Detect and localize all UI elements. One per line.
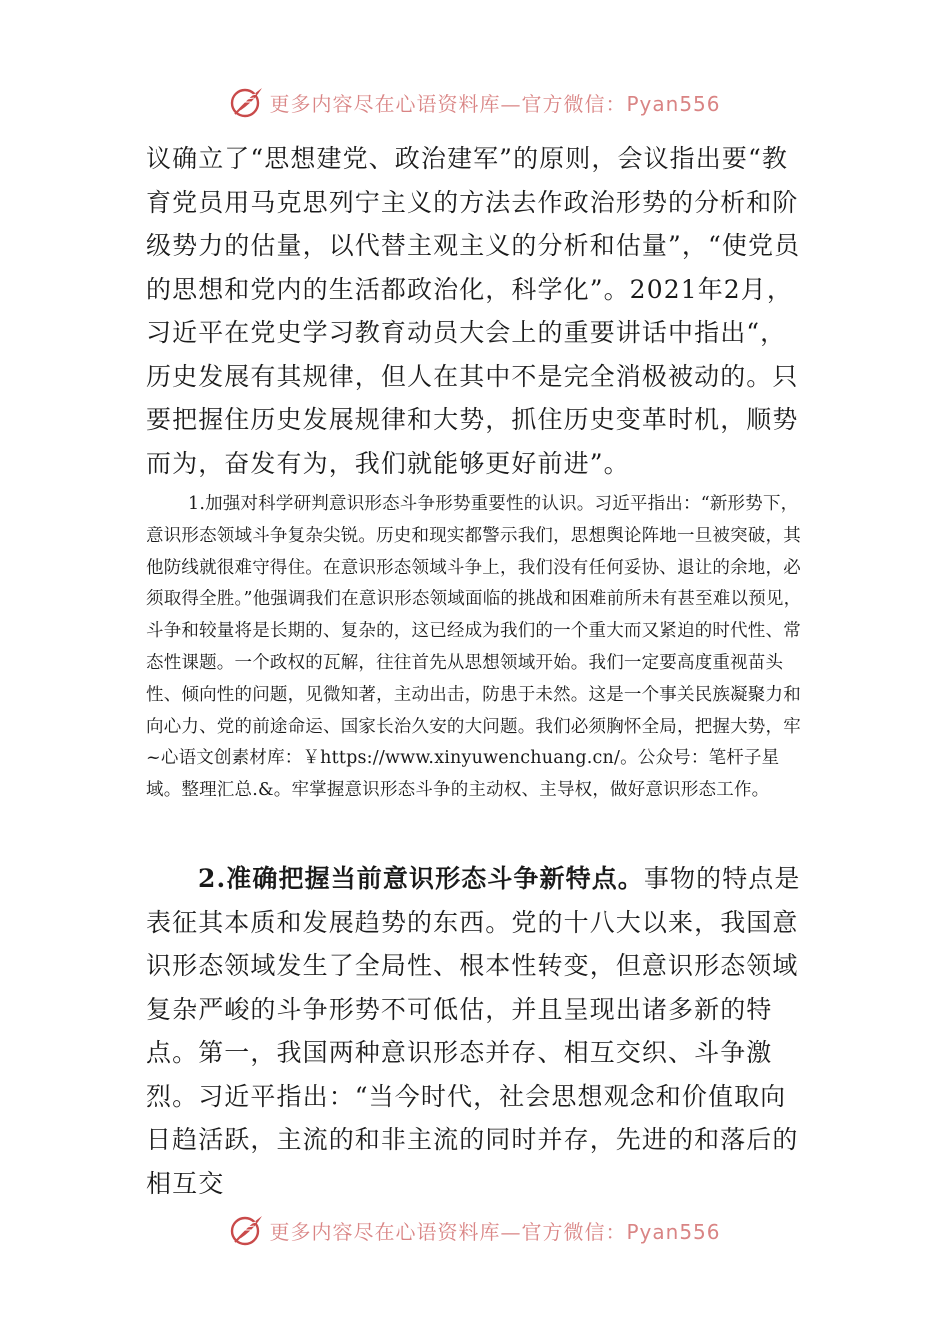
section-2-body: 事物的特点是表征其本质和发展趋势的东西。党的十八大以来，我国意识形态领域发生了全局性、根本性转变，但意识形态领域复杂严峻的斗争形势不可低估，并且呈现出诸多新的特点。第一，我国两种意识形态并存、相互交织、斗争激烈。习近平指出：“当今时代，社会思想观念和价值取向日趋活跃，主流的和非主流的同时并存，先进的和落后的相互交	[146, 864, 801, 1198]
body-paragraph-small	[146, 489, 808, 807]
banner-text: 更多内容尽在心语资料库—官方微信：Pyan556	[269, 1219, 721, 1244]
section-2-heading: 2.准确把握当前意识形态斗争新特点。	[198, 864, 644, 893]
header-watermark-banner	[0, 80, 950, 124]
paragraph-continuation: 议确立了“思想建党、政治建军”的原则，会议指出要“教育党员用马克思列宁主义的方法去作政治形势的分析和阶级势力的估量，以代替主观主义的分析和估量”，“使党员的思想和党内的生活都政治化，科学化”。2021年2月，习近平在党史学习教育动员大会上的重要讲话中指出“，历史发展有其规律，但人在其中不是完全消极被动的。只要把握住历史发展规律和大势，抓住历史变革时机，顺势而为，奋发有为，我们就能够更好前进”。	[146, 144, 801, 478]
body-paragraph-top	[146, 137, 806, 485]
paragraph-section-2	[146, 857, 806, 1205]
wechat-id: Pyan556	[626, 91, 721, 116]
banner-text: 更多内容尽在心语资料库—官方微信：Pyan556	[269, 91, 721, 116]
footer-watermark-banner	[0, 1208, 950, 1252]
wechat-id: Pyan556	[626, 1219, 721, 1244]
feather-pen-logo-icon	[229, 84, 265, 120]
body-paragraph-section-2	[146, 857, 806, 1205]
paragraph-section-1: 1.加强对科学研判意识形态斗争形势重要性的认识。习近平指出：“新形势下，意识形态领域斗争复杂尖锐。历史和现实都警示我们，思想舆论阵地一旦被突破，其他防线就很难守得住。在意识形态领域斗争上，我们没有任何妥协、退让的余地，必须取得全胜。”他强调我们在意识形态领域面临的挑战和困难前所未有甚至难以预见，斗争和较量将是长期的、复杂的，这已经成为我们的一个重大而又紧迫的时代性、常态性课题。一个政权的瓦解，往往首先从思想领域开始。我们一定要高度重视苗头性、倾向性的问题，见微知著，主动出击，防患于未然。这是一个事关民族凝聚力和向心力、党的前途命运、国家长治久安的大问题。我们必须胸怀全局，把握大势，牢~心语文创素材库：￥https://www.xinyuwenchuang.cn/。公众号：笔杆子星域。整理汇总.&。牢掌握意识形态斗争的主动权、主导权，做好意识形态工作。	[146, 494, 802, 801]
feather-pen-logo-icon	[229, 1212, 265, 1248]
